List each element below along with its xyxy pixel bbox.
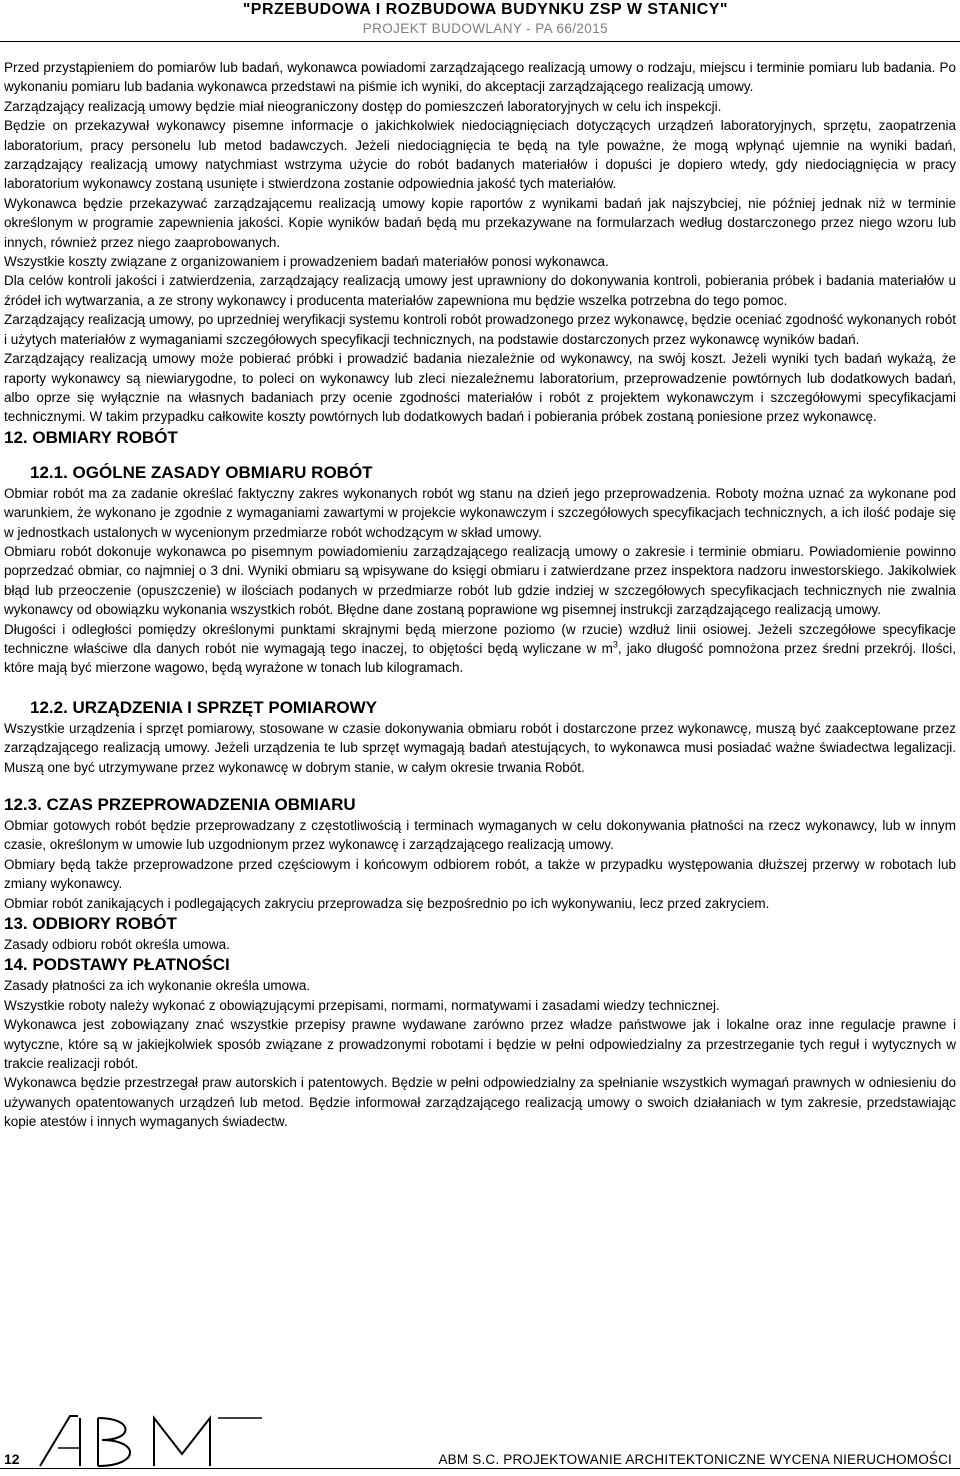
paragraph: Zarządzający realizacją umowy, po uprzedniej weryfikacji systemu kontroli robót prowadzonego przez wykonawcę, będzie oceniać zgodność wykonanych robót i użytych materiałów z wymaganiami szczegółowych specyfikacji technicznych, na podstawie dostarczonych przez wykonawcę wyników badań. (4, 312, 956, 347)
section-heading-12-1: 12.1. OGÓLNE ZASADY OBMIARU ROBÓT (30, 462, 373, 482)
paragraph (4, 620, 956, 678)
paragraph: Zasady odbioru robót określa umowa. (4, 937, 230, 953)
paragraph: Zasady płatności za ich wykonanie określa umowa. (4, 978, 311, 994)
section-heading-12-3: 12.3. CZAS PRZEPROWADZENIA OBMIARU (4, 795, 356, 814)
paragraph: Obmiaru robót dokonuje wykonawca po pisemnym powiadomieniu zarządzającego realizacją umowy o zakresie i terminie obmiaru. Powiadomienie powinno poprzedzać obmiar, co najmniej o 3 dni. Wyniki obmiaru są wpisywane do księgi obmiaru i zatwierdzane przez inspektora nadzoru inwestorskiego. Jakikolwiek błąd lub przeoczenie (opuszczenie) w ilościach podanych w przedmiarze robót lub gdzie indziej w szczegółowych specyfikacjach technicznych nie zwalnia wykonawcy od obowiązku wykonania wszystkich robót. Błędne dane zostaną poprawione wg pisemnej instrukcji zarządzającego realizacją umowy. (4, 543, 956, 618)
paragraph: Obmiar robót ma za zadanie określać faktyczny zakres wykonanych robót wg stanu na dzień jego przeprowadzenia. Roboty można uznać za wykonane pod warunkiem, że wykonano je zgodnie z wymaganiami zawartymi w projekcie wykonawczym i szczegółowych specyfikacjach technicznych, a ich ilość podaje się w jednostkach ustalonych w wycenionym przedmiarze robót wchodzącym w skład umowy. (4, 485, 956, 540)
section-heading-14: 14. PODSTAWY PŁATNOŚCI (4, 955, 230, 975)
document-body (4, 58, 956, 1132)
paragraph: Będzie on przekazywał wykonawcy pisemne informacje o jakichkolwiek niedociągnięciach dotyczących urządzeń laboratoryjnych, sprzętu, zaopatrzenia laboratorium, pracy personelu lub metod badawczych. Jeżeli niedociągnięcia te będą na tyle poważne, że mogą wpłynąć ujemnie na wyniki badań, zarządzający realizacją umowy natychmiast wstrzyma użycie do robót badanych materiałów i dopuści je dopiero wtedy, gdy niedociągnięcia w pracy laboratorium wykonawcy zostaną usunięte i stwierdzona zostanie odpowiednia jakość tych materiałów. (4, 118, 956, 192)
paragraph: Obmiar gotowych robót będzie przeprowadzany z częstotliwością i terminach wymaganych w celu dokonywania płatności na rzecz wykonawcy, lub w innym czasie, określonym w umowie lub uzgodnionym przez wykonawcę i zarządzającego realizacją umowy. (4, 818, 956, 853)
paragraph: Zarządzający realizacją umowy może pobierać próbki i prowadzić badania niezależnie od wykonawcy, na swój koszt. Jeżeli wyniki tych badań wykażą, że raporty wykonawcy są niewiarygodne, to poleci on wykonawcy lub zleci niezależnemu laboratorium, przeprowadzenie powtórnych lub dodatkowych badań, albo oprze się wyłącznie na własnych badaniach przy ocenie zgodności materiałów i robót z projektem wykonawczym i szczegółowymi specyfikacjami technicznymi. W takim przypadku całkowite koszty powtórnych lub dodatkowych badań i pobierania próbek zostaną poniesione przez wykonawcę. (4, 351, 956, 425)
paragraph: Obmiar robót zanikających i podlegających zakryciu przeprowadza się bezpośrednio po ich wykonywaniu, lecz przed zakryciem. (4, 895, 770, 911)
paragraph: Obmiary będą także przeprowadzone przed częściowym i końcowym odbiorem robót, a także w przypadku występowania dłuższej przerwy w robotach lub zmiany wykonawcy. (4, 856, 956, 892)
paragraph: Wykonawca będzie przekazywać zarządzającemu realizacją umowy kopie raportów z wynikami badań jak najszybciej, nie później jednak niż w terminie określonym w programie zapewnienia jakości. Kopie wyników badań będą mu przekazywane na formularzach według dostarczonego przez niego wzoru lub innych, również przez niego zaaprobowanych. (4, 195, 956, 250)
paragraph: Zarządzający realizacją umowy będzie miał nieograniczony dostęp do pomieszczeń laboratoryjnych w celu ich inspekcji. (4, 98, 722, 114)
page-number: 12 (4, 1451, 20, 1467)
page-header (243, 0, 728, 38)
paragraph: Dla celów kontroli jakości i zatwierdzenia, zarządzający realizacją umowy jest uprawniony do dokonywania kontroli, pobierania próbek i badania materiałów u źródeł ich wytwarzania, a ze strony wykonawcy i producenta materiałów zapewniona mu będzie wszelka potrzebna do tego pomoc. (4, 273, 956, 308)
paragraph: Przed przystąpieniem do pomiarów lub badań, wykonawca powiadomi zarządzającego realizacją umowy o rodzaju, miejscu i terminie pomiaru lub badania. Po wykonaniu pomiaru lub badania wykonawca przedstawi na piśmie ich wyniki, do akceptacji zarządzającego realizacją umowy. (4, 60, 956, 95)
section-heading-12: 12. OBMIARY ROBÓT (4, 427, 178, 447)
paragraph: Wszystkie urządzenia i sprzęt pomiarowy, stosowane w czasie dokonywania obmiaru robót i dostarczone przez wykonawcę, muszą być zaakceptowane przez zarządzającego realizacją umowy. Jeżeli urządzenia te lub sprzęt wymagają badań atestujących, to wykonawca musi posiadać ważne świadectwa legalizacji. Muszą one być utrzymywane przez wykonawcę w dobrym stanie, w całym okresie trwania Robót. (4, 720, 956, 775)
paragraph-text: , jako długość pomnożona przez średni przekrój. Ilości, które mają być mierzone wagowo, będą wyrażone w tonach lub kilogramach. (4, 640, 956, 676)
page-footer (0, 1408, 960, 1476)
section-heading-12-2: 12.2. URZĄDZENIA I SPRZĘT POMIAROWY (30, 697, 377, 717)
document-title: "PRZEBUDOWA I ROZBUDOWA BUDYNKU ZSP W STANICY" (242, 1, 728, 18)
paragraph: Wykonawca będzie przestrzegał praw autorskich i patentowych. Będzie w pełni odpowiedzialny za spełnianie wszystkich wymagań prawnych w odniesieniu do używanych opatentowanych urządzeń lub metod. Będzie informował zarządzającego realizacją umowy o swoich działaniach w tym zakresie, przedstawiając kopie atestów i innych wymaganych świadectw. (4, 1075, 956, 1130)
paragraph: Wykonawca jest zobowiązany znać wszystkie przepisy prawne wydawane zarówno przez władze państwowe jak i lokalne oraz inne regulacje prawne i wytyczne, które są w jakiejkolwiek sposób związane z prowadzonymi robotami i będzie w pełni odpowiedzialny za przestrzeganie tych reguł i wytycznych w trakcie realizacji robót. (4, 1017, 956, 1072)
footer-organization: ABM S.C. PROJEKTOWANIE ARCHITEKTONICZNE WYCENA NIERUCHOMOŚCI (438, 1452, 952, 1467)
paragraph: Wszystkie koszty związane z organizowaniem i prowadzeniem badań materiałów ponosi wykonawca. (4, 254, 609, 270)
project-number: PROJEKT BUDOWLANY - PA 66/2015 (362, 21, 609, 36)
footer-divider (0, 1468, 960, 1469)
header-divider (0, 41, 960, 42)
paragraph: Wszystkie roboty należy wykonać z obowiązującymi przepisami, normami, normatywami i zasadami wiedzy technicznej. (4, 997, 720, 1013)
abm-logo-icon (22, 1408, 272, 1470)
section-heading-13: 13. ODBIORY ROBÓT (4, 914, 177, 934)
superscript: 3 (612, 639, 618, 650)
paragraph-text: Długości i odległości pomiędzy określonymi punktami skrajnymi będą mierzone poziomo (w rzucie) wzdłuż linii osiowej. Jeżeli szczegółowe specyfikacje techniczne właściwe dla danych robót nie wymagają tego inaczej, to objętości będą wyliczane w m (4, 621, 956, 656)
